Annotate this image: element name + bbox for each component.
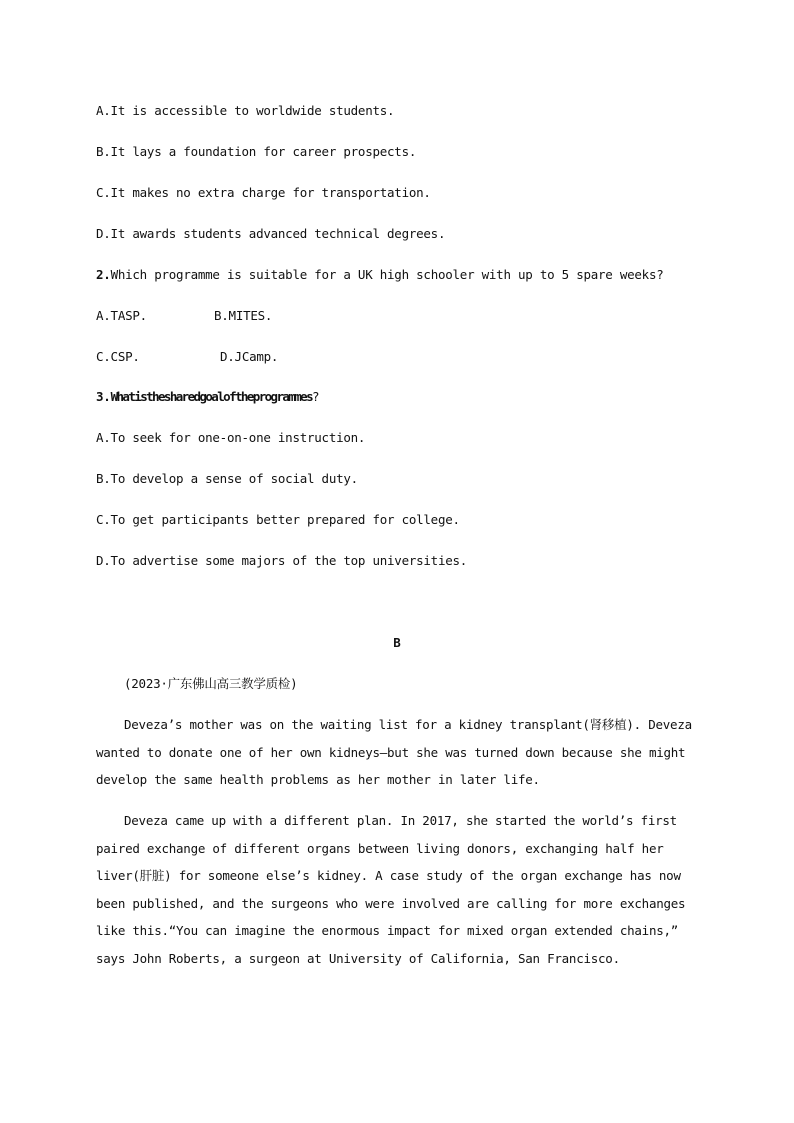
q3-stem: Whatisthesharedgoaloftheprogrammes	[110, 389, 313, 404]
paragraph-1-first-line: Deveza’s mother was on the waiting list for a kidney transplant(肾移植). Deveza	[124, 717, 692, 732]
q3-option-a[interactable]: A.To seek for one-on-one instruction.	[96, 430, 366, 445]
q3-number: 3.	[96, 389, 111, 404]
paragraph-1-body: wanted to donate one of her own kidneys—but she was turned down because she might develop the same health problems as her mother in later life.	[96, 744, 686, 787]
paragraph-2-first-line: Deveza came up with a different plan. In 2017, she started the world’s first	[124, 813, 677, 828]
q1-option-b[interactable]: B.It lays a foundation for career prospects.	[96, 144, 417, 159]
passage-paragraph-2	[96, 807, 706, 972]
q3-mark: ?	[312, 389, 320, 404]
q1-option-c[interactable]: C.It makes no extra charge for transportation.	[96, 185, 431, 200]
q2-option-b[interactable]: B.MITES.	[214, 308, 273, 323]
q2-stem: Which programme is suitable for a UK high schooler with up to 5 spare weeks?	[110, 267, 664, 282]
section-heading: B	[393, 635, 401, 650]
source-note: (2023·广东佛山高三教学质检)	[124, 676, 298, 691]
q3-option-d[interactable]: D.To advertise some majors of the top universities.	[96, 553, 468, 568]
q2-number: 2.	[96, 267, 111, 282]
q1-option-a[interactable]: A.It is accessible to worldwide students.	[96, 103, 395, 118]
paragraph-2-body: paired exchange of different organs between living donors, exchanging half her liver(肝脏) for someone else’s kidney. A case study of the organ exchange has now been published, and the surgeons who were involved are calling for more exchanges like this.“You can imagine the enormous impact for mixed organ extended chains,” says John Roberts, a surgeon at University of California, San Francisco.	[96, 840, 686, 966]
q2-option-c[interactable]: C.CSP.	[96, 349, 140, 364]
q2-option-d[interactable]: D.JCamp.	[220, 349, 279, 364]
q2-option-a[interactable]: A.TASP.	[96, 308, 147, 323]
q3-option-c[interactable]: C.To get participants better prepared for college.	[96, 512, 460, 527]
passage-paragraph-1	[96, 711, 706, 794]
q2-question	[96, 267, 664, 283]
q3-option-b[interactable]: B.To develop a sense of social duty.	[96, 471, 358, 486]
q3-question	[96, 389, 319, 405]
q1-option-d[interactable]: D.It awards students advanced technical degrees.	[96, 226, 446, 241]
